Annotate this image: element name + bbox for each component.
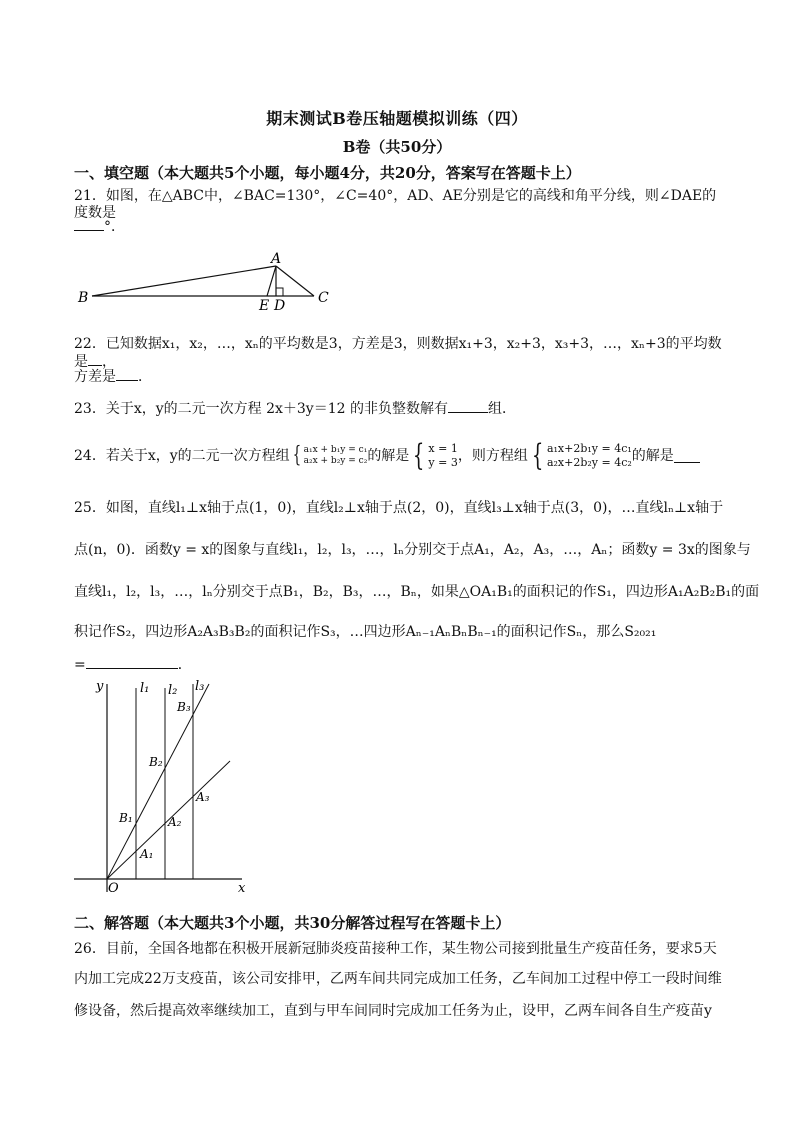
label-d: D [274, 298, 286, 312]
punct: ． [138, 369, 152, 385]
label-a: A [271, 251, 282, 267]
label-c: C [318, 290, 329, 306]
variance-label: 方差是 [74, 369, 116, 385]
brace-icon: { [413, 438, 425, 473]
label-x: x [238, 881, 246, 896]
answer-blank [86, 656, 178, 669]
sol-row2: y = 3 [428, 456, 458, 469]
label-e: E [259, 298, 270, 312]
question-22-line2 [74, 368, 724, 386]
sys2-row1: a₁x+2b₁y = 4c₁ [546, 442, 632, 455]
question-26-line2: 内加工完成22万支疫苗，该公司安排甲，乙两车间共同完成加工任务，乙车间加工过程中停工一段时间维 [74, 971, 722, 987]
question-25-line3: 直线l₁，l₂，l₃，…，lₙ分别交于点B₁，B₂，B₃，…，Bₙ，如果△OA₁B₁的面积记的作S₁，四边形A₁A₂B₂B₁的面 [74, 584, 760, 600]
equation-system-2 [528, 438, 632, 473]
question-23-text [74, 400, 724, 418]
question-23-body: 23．关于x，y的二元一次方程 2x＋3y＝12 的非负整数解有 [74, 401, 448, 417]
question-23-end: 组． [487, 401, 516, 417]
degree-suffix: °． [104, 219, 125, 235]
question-22-text [74, 336, 724, 371]
sol-row1: x = 1 [428, 442, 458, 455]
label-y: y [96, 679, 104, 694]
solution-system [409, 438, 458, 473]
answer-blank-variance [116, 368, 138, 381]
sys1-row2: a₂x + b₂y = c₂ [303, 456, 368, 466]
label-b1: B₁ [119, 811, 133, 825]
label-l2: l₂ [168, 683, 178, 698]
answer-blank [448, 400, 488, 413]
label-o: O [108, 881, 119, 896]
label-a2: A₂ [168, 815, 182, 829]
answer-blank [674, 450, 700, 463]
label-b3: B₃ [177, 700, 191, 714]
sys1-row1: a₁x + b₁y = c₁ [303, 445, 368, 455]
question-24-prefix: 24．若关于x，y的二元一次方程组 [74, 447, 290, 464]
question-25-line5 [74, 656, 724, 674]
label-b2: B₂ [149, 755, 163, 769]
section-2-heading: 二、解答题（本大题共3个小题，共30分解答过程写在答题卡上） [74, 914, 511, 932]
page-title: 期末测试B卷压轴题模拟训练（四） [266, 109, 528, 128]
label-a1: A₁ [140, 847, 154, 861]
question-25-line2: 点(n，0)．函数y = x的图象与直线l₁，l₂，l₃，…，lₙ分别交于点A₁，A₂，A₃，…，Aₙ；函数y = 3x的图象与 [74, 542, 751, 558]
answer-blank-mean [88, 353, 102, 366]
triangle-figure [74, 250, 344, 312]
question-26-line3: 修设备，然后提高效率继续加工，直到与甲车间同时完成加工任务为止，设甲，乙两车间各自生产疫苗y [74, 1003, 712, 1019]
question-22-line1: 22．已知数据x₁，x₂，…，xₙ的平均数是3，方差是3，则数据x₁+3，x₂+3，x₃+3，…，xₙ+3的平均数是 [74, 336, 722, 370]
question-21-text: 21．如图，在△ABC中，∠BAC=130°，∠C=40°，AD、AE分别是它的高线和角平分线，则∠DAE的度数是 [74, 188, 717, 221]
label-l1: l₁ [140, 681, 150, 696]
right-angle-mark [276, 288, 283, 296]
answer-blank [74, 218, 104, 231]
page-subtitle: B卷（共50分） [342, 138, 452, 156]
punct: ， [102, 353, 116, 370]
side-ac [276, 266, 314, 296]
brace-icon: { [531, 438, 544, 473]
section-1-heading: 一、填空题（本大题共5个小题，每小题4分，共20分，答案写在答题卡上） [74, 164, 581, 182]
question-24-text [74, 436, 724, 476]
side-ab [92, 266, 276, 296]
label-b: B [78, 290, 89, 306]
punct: ． [177, 657, 192, 673]
equals-sign: = [74, 657, 86, 673]
question-24-mid: 的解是 [367, 447, 410, 464]
question-25-line4: 积记作S₂，四边形A₂A₃B₃B₂的面积记作S₃，…四边形Aₙ₋₁AₙBₙBₙ₋₁的面积记作Sₙ，那么S₂₀₂₁ [74, 624, 657, 640]
sys2-row2: a₂x+2b₂y = 4c₂ [546, 456, 632, 469]
coordinate-figure [70, 676, 270, 896]
label-l3: l₃ [195, 679, 205, 694]
question-24-end: 的解是 [631, 447, 674, 464]
question-21-line2 [74, 218, 724, 236]
brace-icon: { [292, 443, 301, 468]
question-26-line1: 26．目前，全国各地都在积极开展新冠肺炎疫苗接种工作，某生物公司接到批量生产疫苗任务，要求5天 [74, 941, 717, 957]
line-y-eq-3x [107, 684, 209, 879]
equation-system-1 [290, 441, 368, 471]
question-25-line1: 25．如图，直线l₁⊥x轴于点(1，0)，直线l₂⊥x轴于点(2，0)，直线l₃⊥x轴于点(3，0)，…直线lₙ⊥x轴于 [74, 500, 724, 516]
label-a3: A₃ [196, 790, 210, 804]
bisector-ae [267, 266, 276, 296]
question-24-mid2: ，则方程组 [457, 447, 528, 464]
